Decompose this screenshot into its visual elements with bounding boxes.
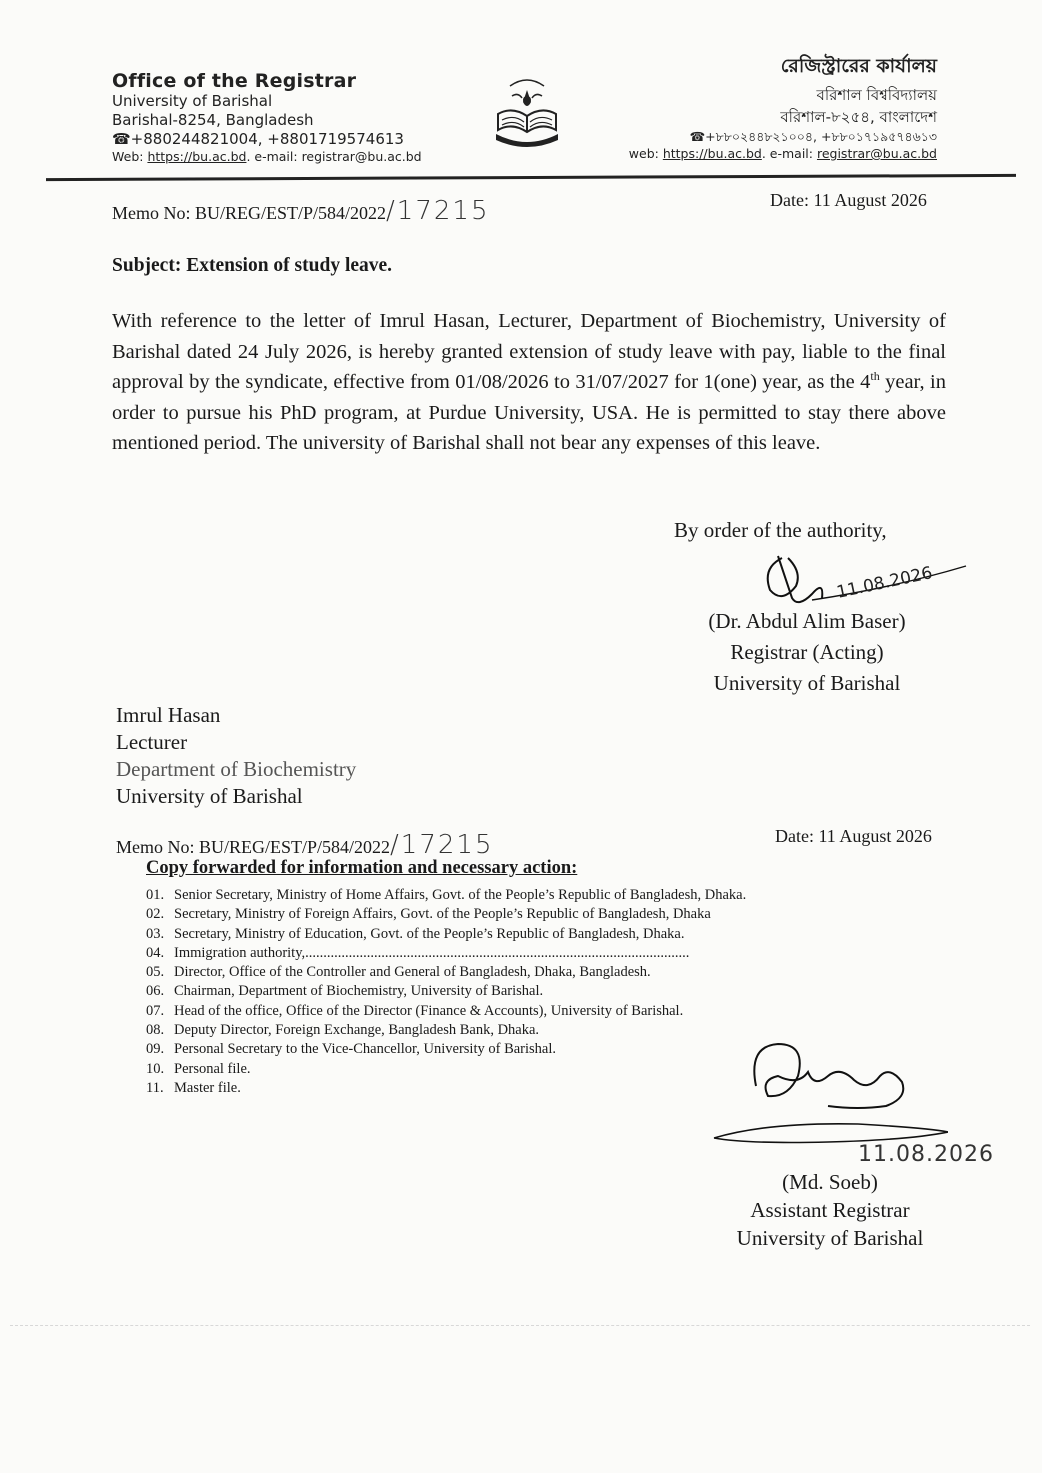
- registrar-org: University of Barishal: [713, 671, 901, 695]
- memo-number: [112, 196, 490, 226]
- list-item: 02. Secretary, Ministry of Foreign Affairs, Govt. of the People’s Republic of Bangladesh, Dhaka: [146, 906, 711, 923]
- memo2-handwritten-number: /17215: [390, 830, 494, 860]
- email-text: . e-mail: registrar@bu.ac.bd: [246, 149, 422, 164]
- addressee-name: Imrul Hasan: [116, 703, 221, 727]
- addressee-department: Department of Biochemistry: [116, 757, 357, 781]
- university-name-bengali: বরিশাল বিশ্ববিদ্যালয়: [816, 86, 937, 104]
- addressee-block: [116, 702, 356, 810]
- website-link[interactable]: https://bu.ac.bd: [147, 149, 247, 164]
- letterhead-bengali: [629, 52, 937, 162]
- office-name: Office of the Registrar: [112, 70, 357, 92]
- email-label-right: . e-mail:: [761, 146, 817, 161]
- list-item: 05. Director, Office of the Controller and General of Bangladesh, Dhaka, Bangladesh.: [146, 964, 651, 981]
- email-link-right[interactable]: registrar@bu.ac.bd: [816, 146, 937, 161]
- list-item: 06. Chairman, Department of Biochemistry, University of Barishal.: [146, 983, 544, 1000]
- addressee-org: University of Barishal: [116, 784, 303, 808]
- memo2-prefix: Memo No: BU/REG/EST/P/584/2022: [116, 837, 391, 857]
- registrar-title: Registrar (Acting): [730, 640, 884, 664]
- web-label-right: web:: [628, 146, 663, 161]
- memo-handwritten-number: /17215: [386, 196, 490, 226]
- body-paragraph: [112, 306, 946, 459]
- list-item: 03. Secretary, Ministry of Education, Govt. of the People’s Republic of Bangladesh, Dhaka.: [146, 925, 685, 942]
- assistant-registrar-block: [724, 1168, 936, 1252]
- by-order-line: By order of the authority,: [674, 518, 887, 542]
- assistant-registrar-signature: [708, 1036, 948, 1156]
- list-item: 08. Deputy Director, Foreign Exchange, Bangladesh Bank, Dhaka.: [146, 1022, 540, 1039]
- assistant-registrar-org: University of Barishal: [736, 1226, 924, 1250]
- list-item: 04. Immigration authority,..........................................................................................................: [146, 944, 690, 961]
- website-link-right[interactable]: https://bu.ac.bd: [662, 146, 762, 161]
- copy-recipient-list: [146, 886, 746, 1098]
- body-superscript: th: [870, 369, 880, 384]
- web-email-line: [112, 149, 422, 165]
- memo-number-2: [116, 830, 494, 860]
- address-bengali: বরিশাল-৮২৫৪, বাংলাদেশ: [780, 108, 937, 126]
- phone-numbers: ☎+880244821004, +8801719574613: [112, 130, 404, 148]
- address: Barishal-8254, Bangladesh: [112, 111, 314, 129]
- body-part-1: With reference to the letter of Imrul Hasan, Lecturer, Department of Biochemistry, University of Barishal dated 24 July 2026, is hereby granted extension of study leave with pay, liable to the final approval by the syndicate, effective from 01/08/2026 to 31/07/2027 for 1(one) year, as the 4: [112, 310, 946, 393]
- memo-prefix: Memo No: BU/REG/EST/P/584/2022: [112, 203, 387, 223]
- memo-date: Date: 11 August 2026: [770, 190, 927, 210]
- list-item: 07. Head of the office, Office of the Director (Finance & Accounts), University of Barishal.: [146, 1002, 684, 1019]
- registrar-name: (Dr. Abdul Alim Baser): [708, 609, 906, 633]
- registrar-signature-date: 11.08.2026: [834, 563, 935, 603]
- letterhead-english: [112, 70, 422, 165]
- subject-line: Subject: Extension of study leave.: [112, 255, 393, 276]
- list-item: 10. Personal file.: [146, 1060, 251, 1077]
- registrar-block: [690, 606, 924, 699]
- memo-date-2: Date: 11 August 2026: [775, 826, 932, 846]
- assistant-registrar-name: (Md. Soeb): [782, 1170, 878, 1194]
- university-seal-icon: [488, 72, 566, 150]
- assistant-registrar-title: Assistant Registrar: [750, 1198, 910, 1222]
- web-label: Web:: [112, 149, 148, 164]
- office-name-bengali: রেজিস্ট্রারের কার্যালয়: [780, 55, 937, 77]
- phone-numbers-bengali: ☎+৮৮০২৪৪৮২১০০৪, +৮৮০১৭১৯৫৭৪৬১৩: [689, 129, 937, 144]
- list-item: 09. Personal Secretary to the Vice-Chancellor, University of Barishal.: [146, 1041, 557, 1058]
- body-part-2: year, in order to pursue his PhD program, at Purdue University, USA. He is permitted to stay there above mentioned period. The university of Barishal shall not bear any expenses of this leave.: [112, 371, 947, 454]
- addressee-title: Lecturer: [116, 730, 188, 754]
- header-divider: [46, 174, 1016, 181]
- copy-forwarded-heading: Copy forwarded for information and necessary action:: [146, 858, 578, 878]
- list-item: 01. Senior Secretary, Ministry of Home Affairs, Govt. of the People’s Republic of Bangladesh, Dhaka.: [146, 887, 747, 903]
- list-item: 11. Master file.: [146, 1079, 241, 1096]
- web-email-line-right: [629, 145, 937, 162]
- assistant-registrar-signature-date: 11.08.2026: [858, 1142, 994, 1167]
- scan-artifact-line: [10, 1325, 1030, 1326]
- university-name: University of Barishal: [112, 92, 273, 110]
